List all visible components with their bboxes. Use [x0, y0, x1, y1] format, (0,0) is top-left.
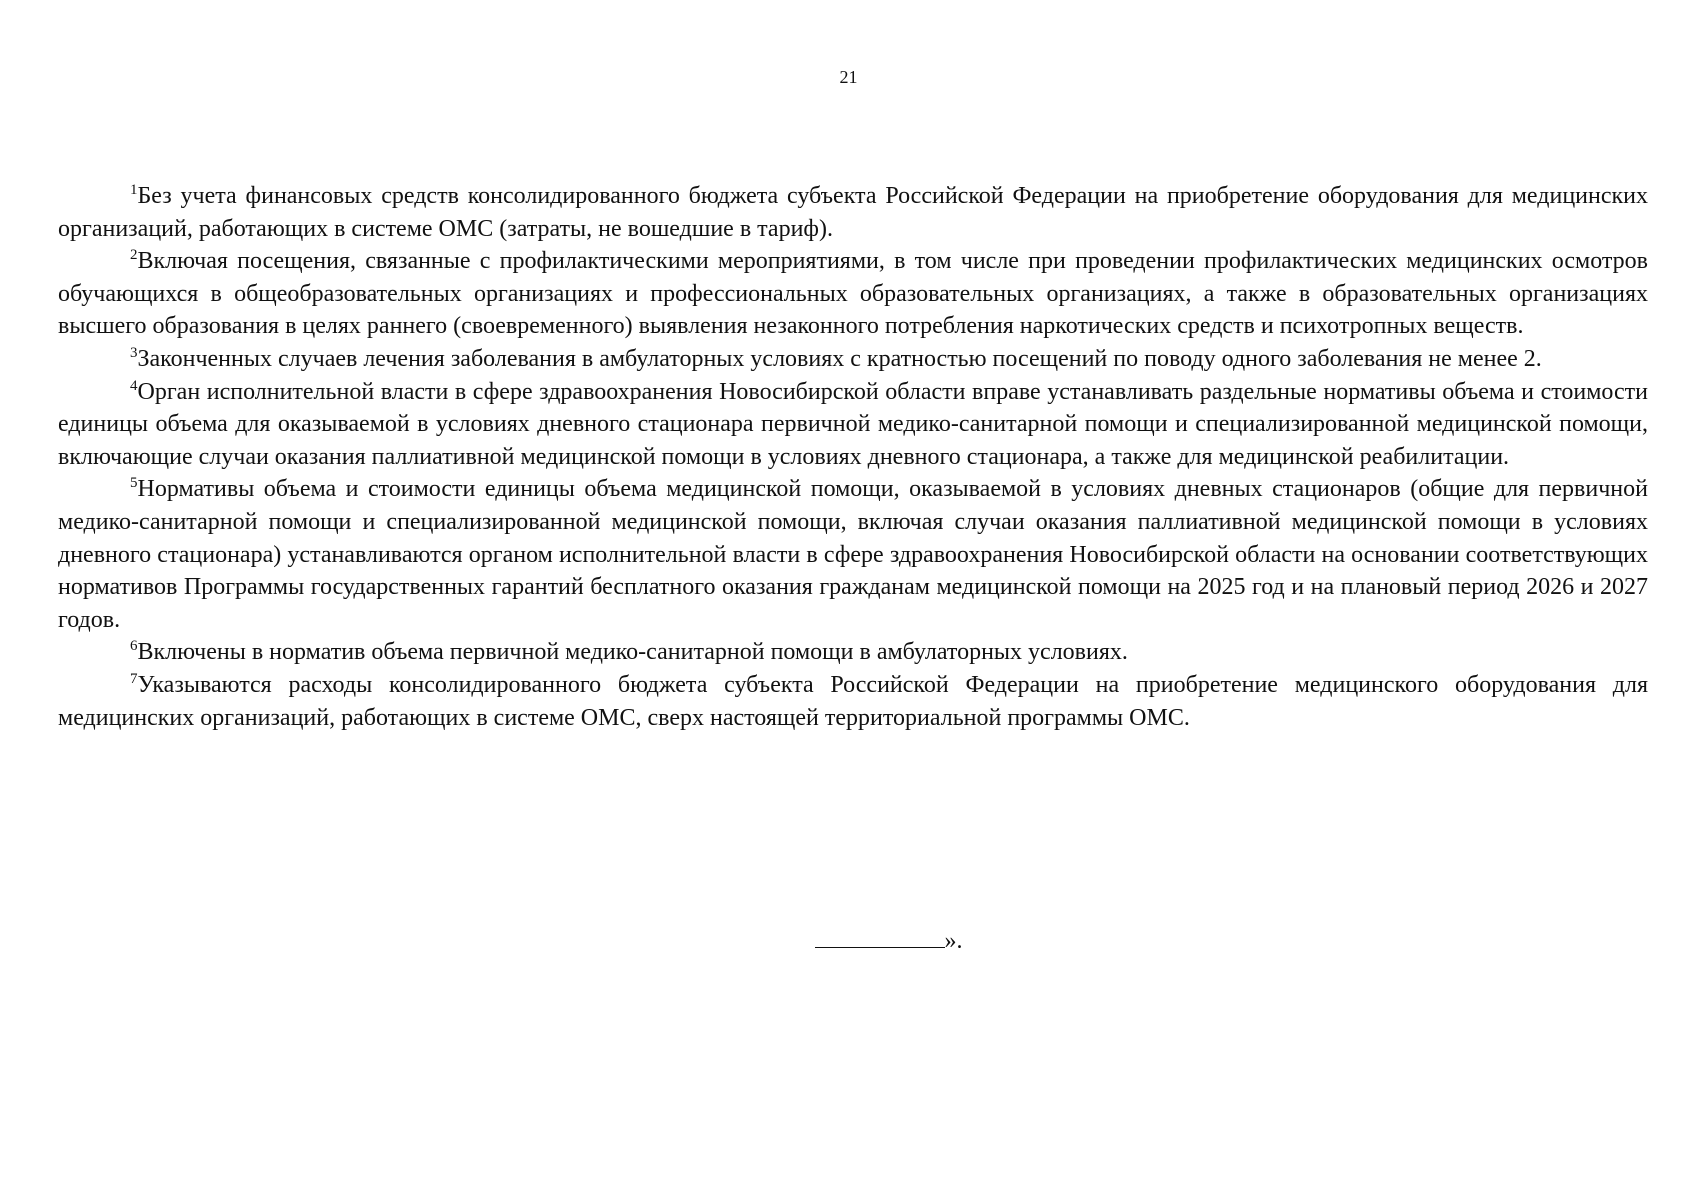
closing-marker [0, 925, 1697, 956]
footnote-marker: 7 [130, 670, 138, 687]
footnote-text: Включены в норматив объема первичной медико-санитарной помощи в амбулаторных условиях. [137, 639, 1128, 666]
closing-quote: ». [944, 928, 963, 954]
footnote-text: Указываются расходы консолидированного бюджета субъекта Российской Федерации на приобретение медицинского оборудования для медицинских организаций, работающих в системе ОМС, сверх настоящей территориальной программы ОМС. [58, 671, 1648, 731]
footnote-marker: 2 [130, 247, 138, 264]
footnote-marker: 1 [130, 182, 138, 198]
footnote-text: Законченных случаев лечения заболевания в амбулаторных условиях с кратностью посещений по поводу одного заболевания не менее 2. [137, 345, 1542, 372]
footnote-2 [58, 245, 1648, 343]
footnote-7 [58, 669, 1648, 734]
footnote-6 [58, 636, 1648, 669]
footnote-4 [58, 376, 1648, 474]
footnote-1 [58, 180, 1648, 245]
footnote-5 [58, 473, 1648, 636]
closing-underline [815, 925, 945, 948]
footnote-marker: 3 [130, 344, 138, 361]
footnote-marker: 5 [130, 475, 138, 492]
page-number: 21 [839, 67, 858, 87]
footnotes-section [58, 180, 1648, 734]
footnote-3 [58, 343, 1648, 376]
footnote-text: Орган исполнительной власти в сфере здравоохранения Новосибирской области вправе устанавливать раздельные нормативы объема и стоимости единицы объема для оказываемой в условиях дневного стационара первичной медико-санитарной помощи и специализированной медицинской помощи, включающие случаи оказания паллиативной медицинской помощи в условиях дневного стационара, а также для медицинской реабилитации. [58, 378, 1648, 470]
footnote-text: Нормативы объема и стоимости единицы объема медицинской помощи, оказываемой в условиях дневных стационаров (общие для первичной медико-санитарной помощи и специализированной медицинской помощи, включая случаи оказания паллиативной медицинской помощи в условиях дневного стационара) устанавливаются органом исполнительной власти в сфере здравоохранения Новосибирской области на основании соответствующих нормативов Программы государственных гарантий бесплатного оказания гражданам медицинской помощи на 2025 год и на плановый период 2026 и 2027 годов. [58, 476, 1648, 633]
footnote-text: Без учета финансовых средств консолидированного бюджета субъекта Российской Федерации на приобретение оборудования для медицинских организаций, работающих в системе ОМС (затраты, не вошедшие в тариф). [58, 183, 1648, 242]
footnote-marker: 6 [130, 638, 138, 655]
footnote-text: Включая посещения, связанные с профилактическими мероприятиями, в том числе при проведении профилактических медицинских осмотров обучающихся в общеобразовательных организациях и профессиональных образовательных организациях, а также в образовательных организациях высшего образования в целях раннего (своевременного) выявления незаконного потребления наркотических средств и психотропных веществ. [58, 248, 1648, 340]
footnote-marker: 4 [130, 377, 138, 394]
